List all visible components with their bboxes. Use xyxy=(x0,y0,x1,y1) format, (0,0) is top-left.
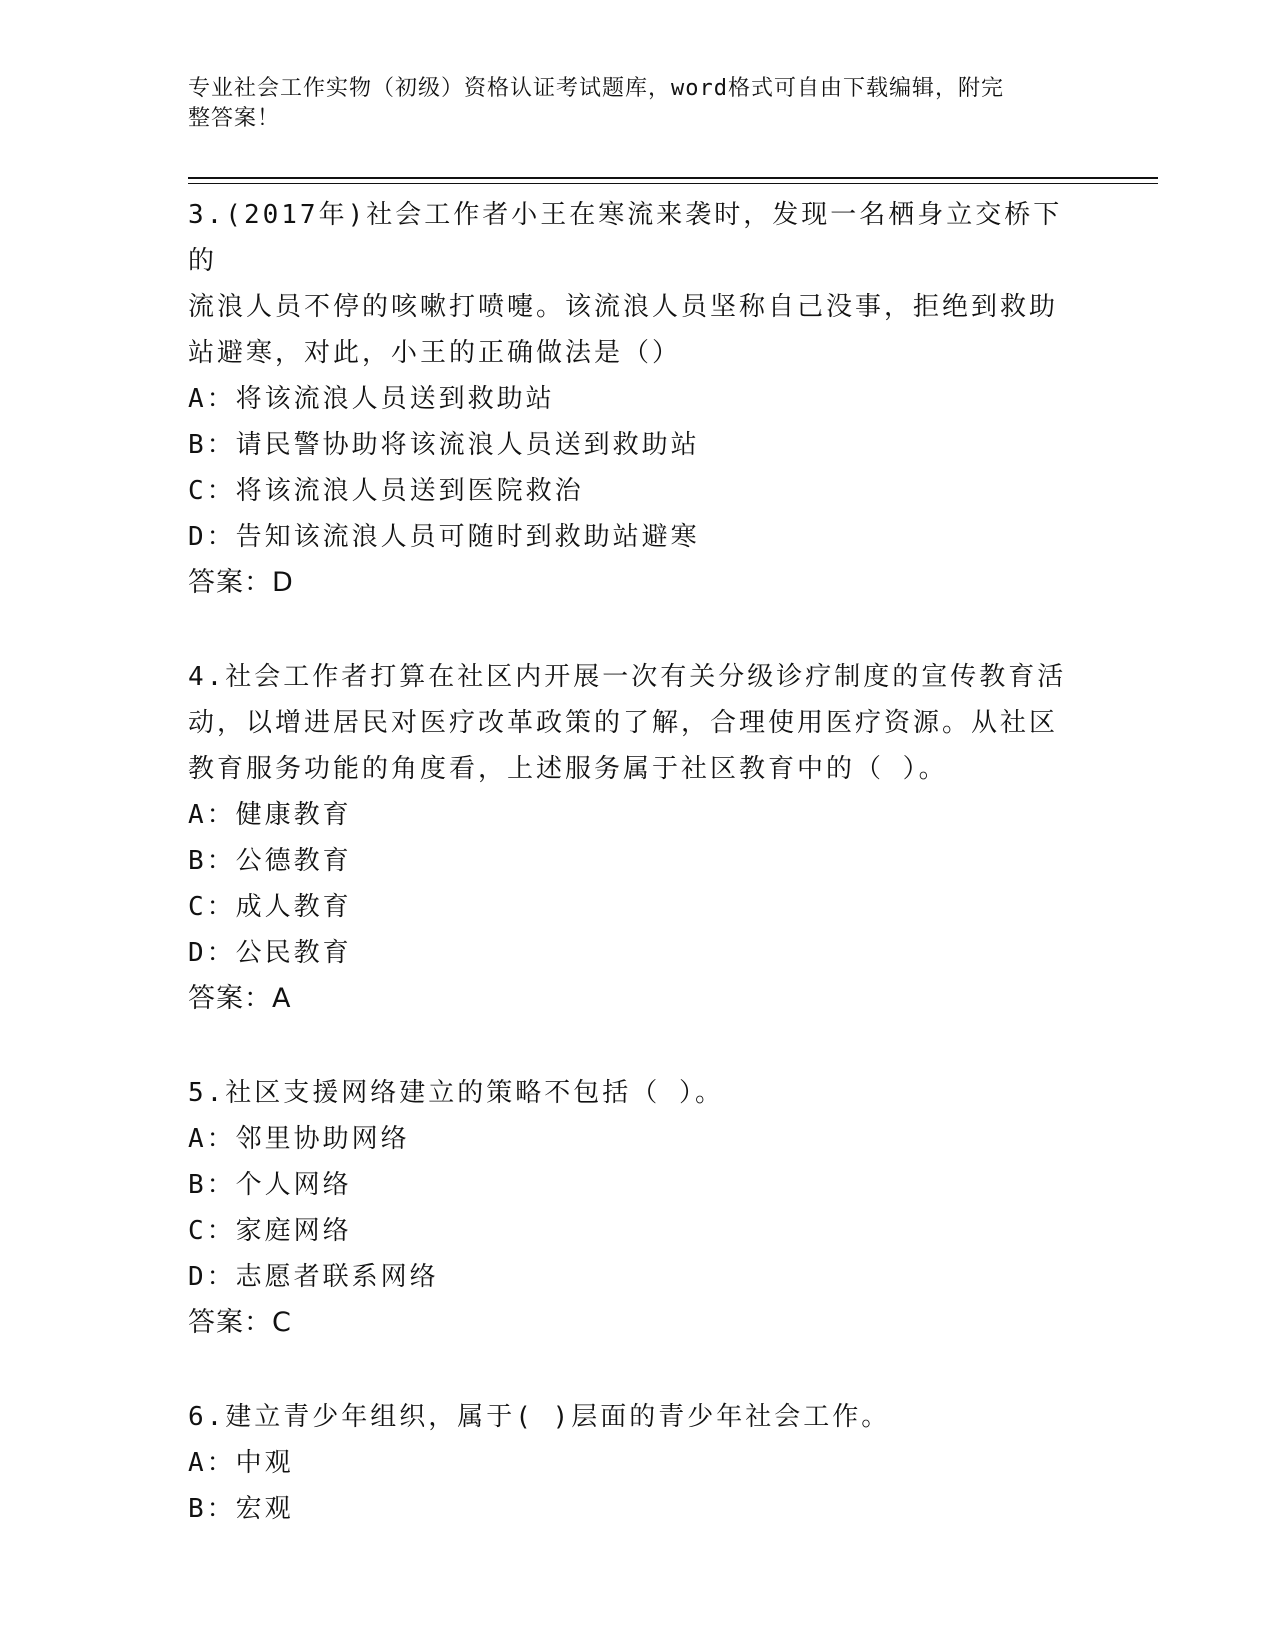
question-spacer xyxy=(188,606,1088,654)
option-c: C：成人教育 xyxy=(188,892,352,922)
question-4 xyxy=(188,654,1088,1022)
answer-label: 答案：C xyxy=(188,1307,292,1338)
question-stem-line: 4.社会工作者打算在社区内开展一次有关分级诊疗制度的宣传教育活 xyxy=(188,662,1067,692)
answer-label: 答案：D xyxy=(188,567,294,598)
question-stem-line: 6.建立青少年组织，属于( )层面的青少年社会工作。 xyxy=(188,1402,891,1432)
option-b: B：宏观 xyxy=(188,1494,294,1524)
header-divider-thin xyxy=(188,183,1158,184)
question-spacer xyxy=(188,1346,1088,1394)
option-d: D：告知该流浪人员可随时到救助站避寒 xyxy=(188,522,700,552)
question-3 xyxy=(188,192,1088,606)
header-divider-thick xyxy=(188,177,1158,179)
option-b: B：请民警协助将该流浪人员送到救助站 xyxy=(188,430,700,460)
question-stem-line: 3.(2017年)社会工作者小王在寒流来袭时，发现一名栖身立交桥下的 xyxy=(188,200,1063,276)
option-c: C：家庭网络 xyxy=(188,1216,352,1246)
question-stem-line: 5.社区支援网络建立的策略不包括（ ）。 xyxy=(188,1078,724,1108)
option-a: A：邻里协助网络 xyxy=(188,1124,410,1154)
document-header xyxy=(188,74,1068,134)
option-c: C：将该流浪人员送到医院救治 xyxy=(188,476,584,506)
option-a: A：中观 xyxy=(188,1448,294,1478)
answer-label: 答案：A xyxy=(188,983,292,1014)
question-stem-line: 动，以增进居民对医疗改革政策的了解，合理使用医疗资源。从社区 xyxy=(188,708,1059,738)
option-a: A：健康教育 xyxy=(188,800,352,830)
question-list xyxy=(188,192,1088,1532)
option-b: B：个人网络 xyxy=(188,1170,352,1200)
option-d: D：公民教育 xyxy=(188,938,352,968)
question-stem-line: 流浪人员不停的咳嗽打喷嚏。该流浪人员坚称自己没事，拒绝到救助 xyxy=(188,292,1059,322)
option-d: D：志愿者联系网络 xyxy=(188,1262,439,1292)
header-line-1: 专业社会工作实物（初级）资格认证考试题库，word格式可自由下载编辑，附完 xyxy=(188,76,1004,101)
question-6 xyxy=(188,1394,1088,1532)
question-spacer xyxy=(188,1022,1088,1070)
option-b: B：公德教育 xyxy=(188,846,352,876)
question-stem-line: 站避寒，对此，小王的正确做法是（） xyxy=(188,338,682,368)
header-line-2: 整答案！ xyxy=(188,106,281,131)
question-stem-line: 教育服务功能的角度看，上述服务属于社区教育中的（ ）。 xyxy=(188,754,948,784)
option-a: A：将该流浪人员送到救助站 xyxy=(188,384,555,414)
question-5 xyxy=(188,1070,1088,1346)
